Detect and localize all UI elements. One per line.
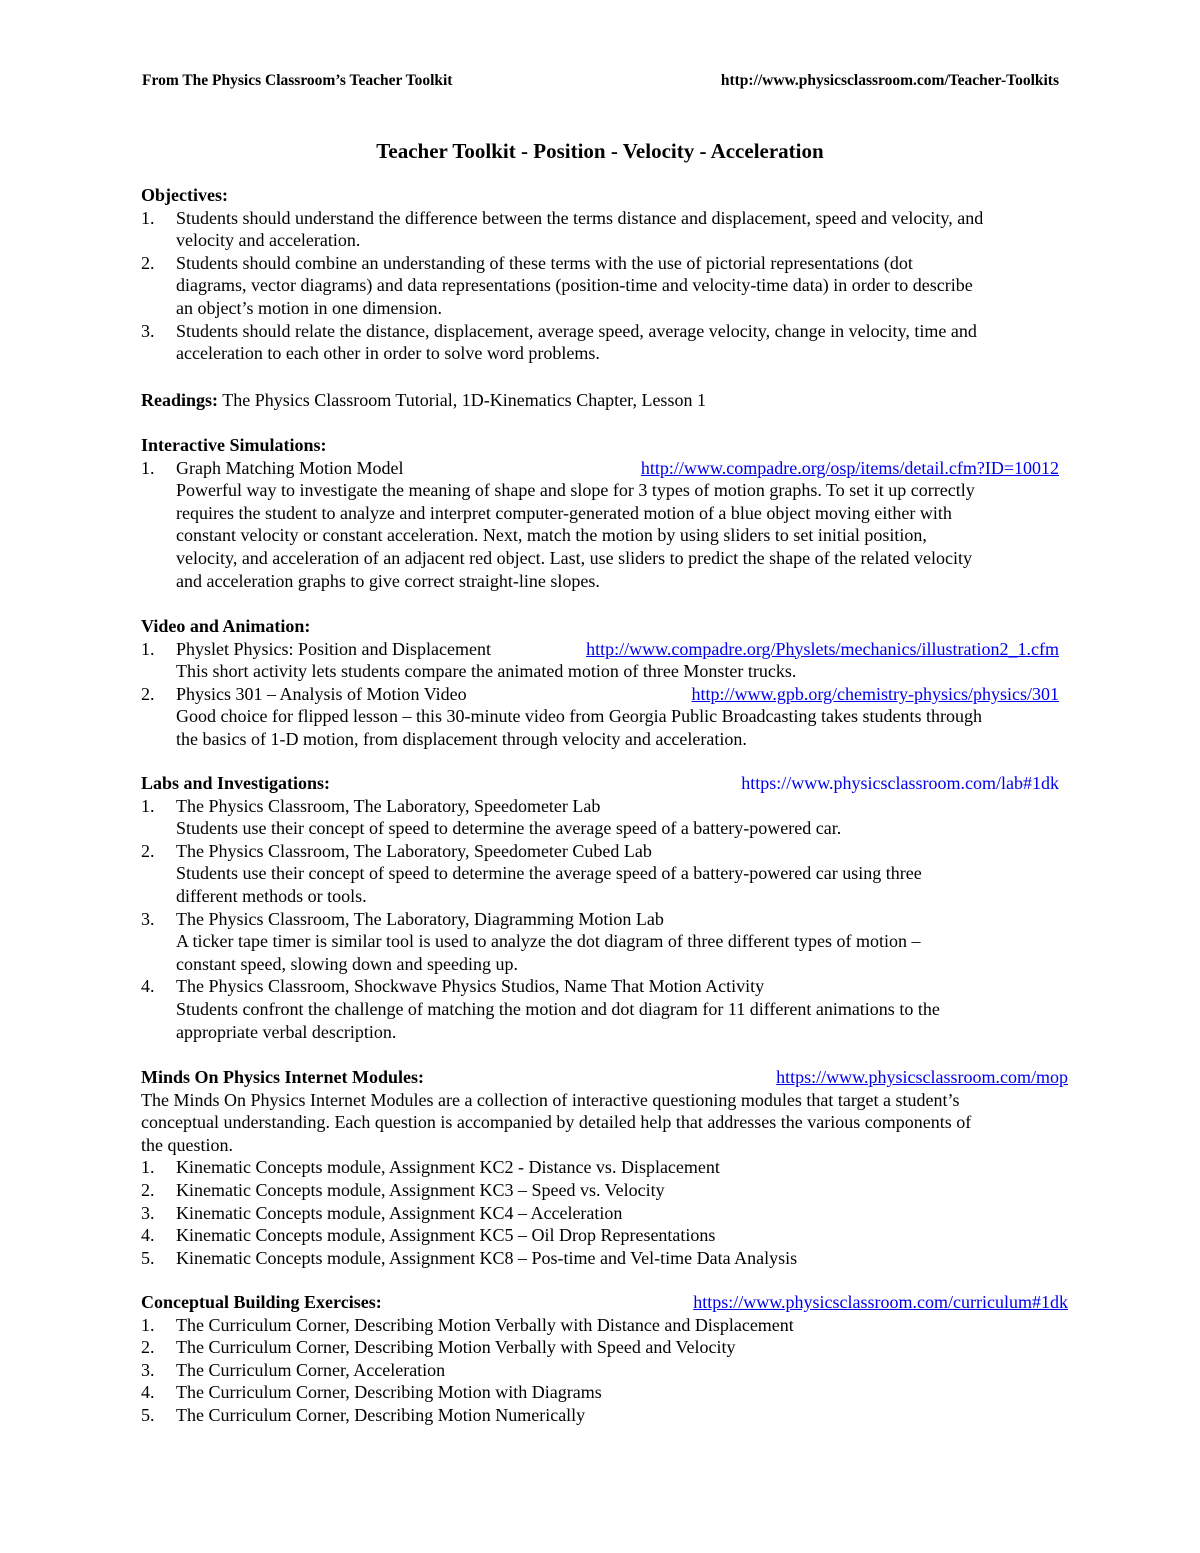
item-name: Physics 301 – Analysis of Motion Video — [176, 683, 467, 704]
objectives-section — [141, 184, 1068, 365]
list-item — [141, 1336, 1068, 1359]
readings-text: The Physics Classroom Tutorial, 1D-Kinematics Chapter, Lesson 1 — [222, 390, 706, 410]
mop-link[interactable]: https://www.physicsclassroom.com/mop — [776, 1067, 1068, 1087]
list-number: 3. — [141, 1359, 155, 1380]
list-number: 3. — [141, 908, 155, 929]
text-line: conceptual understanding. Each question is accompanied by detailed help that addresses the various components of — [141, 1112, 972, 1133]
text-line: Students should combine an understanding of these terms with the use of pictorial representations (dot — [176, 252, 913, 273]
lab-item — [141, 840, 1068, 908]
text-line: the question. — [141, 1134, 233, 1155]
simulation-link[interactable]: http://www.compadre.org/osp/items/detail.cfm?ID=10012 — [640, 457, 1059, 478]
item-text: Kinematic Concepts module, Assignment KC2 - Distance vs. Displacement — [176, 1157, 720, 1178]
list-number: 2. — [141, 683, 155, 704]
objectives-heading: Objectives: — [141, 185, 228, 205]
item-text: The Curriculum Corner, Describing Motion Verbally with Distance and Displacement — [176, 1314, 794, 1335]
video-section — [141, 615, 1068, 751]
video-link[interactable]: http://www.compadre.org/Physlets/mechanics/illustration2_1.cfm — [586, 638, 1059, 659]
lab-item — [141, 908, 1068, 976]
text-line: an object’s motion in one dimension. — [176, 297, 442, 318]
text-line: Students confront the challenge of matching the motion and dot diagram for 11 different animations to the — [176, 998, 940, 1019]
list-item — [141, 1381, 1068, 1404]
list-item — [141, 1314, 1068, 1337]
item-name: The Physics Classroom, The Laboratory, Speedometer Lab — [176, 795, 601, 816]
list-number: 4. — [141, 1225, 155, 1246]
text-line: diagrams, vector diagrams) and data representations (position-time and velocity-time data) in order to describe — [176, 275, 973, 296]
mop-heading: Minds On Physics Internet Modules: — [141, 1067, 425, 1087]
item-text: The Curriculum Corner, Acceleration — [176, 1359, 446, 1380]
list-item — [141, 1179, 1068, 1202]
item-text: Kinematic Concepts module, Assignment KC3 – Speed vs. Velocity — [176, 1179, 665, 1200]
text-line: This short activity lets students compare the animated motion of three Monster trucks. — [176, 661, 797, 682]
list-number: 5. — [141, 1404, 155, 1425]
header-url: http://www.physicsclassroom.com/Teacher-Toolkits — [720, 72, 1059, 89]
list-number: 3. — [141, 320, 155, 341]
text-line: constant speed, slowing down and speeding up. — [176, 953, 518, 974]
labs-link[interactable]: https://www.physicsclassroom.com/lab#1dk — [741, 773, 1059, 793]
list-number: 1. — [141, 795, 155, 816]
text-line: and acceleration graphs to give correct straight-line slopes. — [176, 570, 600, 591]
list-item — [141, 1247, 1068, 1270]
labs-heading: Labs and Investigations: — [141, 773, 331, 793]
list-item — [141, 1202, 1068, 1225]
list-number: 2. — [141, 1179, 155, 1200]
list-number: 1. — [141, 457, 155, 478]
objective-item — [141, 207, 1068, 252]
text-line: acceleration to each other in order to solve word problems. — [176, 343, 600, 364]
item-text: Kinematic Concepts module, Assignment KC8 – Pos-time and Vel-time Data Analysis — [176, 1247, 798, 1268]
mop-section — [141, 1066, 1068, 1269]
page-title: Teacher Toolkit - Position - Velocity - Acceleration — [376, 139, 824, 163]
cbe-link[interactable]: https://www.physicsclassroom.com/curriculum#1dk — [693, 1292, 1068, 1312]
text-line: Powerful way to investigate the meaning of shape and slope for 3 types of motion graphs. To set it up correctly — [176, 480, 975, 501]
video-heading: Video and Animation: — [141, 616, 311, 636]
objective-item — [141, 252, 1068, 320]
text-line: velocity and acceleration. — [176, 230, 361, 251]
item-text: The Curriculum Corner, Describing Motion with Diagrams — [176, 1382, 602, 1403]
list-number: 3. — [141, 1202, 155, 1223]
simulations-heading: Interactive Simulations: — [141, 435, 327, 455]
item-name: Graph Matching Motion Model — [176, 457, 404, 478]
list-number: 1. — [141, 1314, 155, 1335]
lab-item — [141, 975, 1068, 1043]
text-line: Students use their concept of speed to determine the average speed of a battery-powered car. — [176, 818, 842, 839]
lab-item — [141, 795, 1068, 840]
header-source: From The Physics Classroom’s Teacher Toolkit — [142, 72, 453, 89]
readings-section — [141, 389, 1068, 412]
list-number: 2. — [141, 1337, 155, 1358]
text-line: Good choice for flipped lesson – this 30-minute video from Georgia Public Broadcasting takes students through — [176, 706, 983, 727]
list-number: 2. — [141, 840, 155, 861]
item-name: Physlet Physics: Position and Displacement — [176, 638, 491, 659]
cbe-section — [141, 1291, 1068, 1427]
objective-item — [141, 320, 1068, 365]
labs-section — [141, 772, 1068, 1043]
item-name: The Physics Classroom, The Laboratory, Diagramming Motion Lab — [176, 908, 664, 929]
item-text: Kinematic Concepts module, Assignment KC5 – Oil Drop Representations — [176, 1225, 716, 1246]
text-line: The Minds On Physics Internet Modules are a collection of interactive questioning modules that target a student’s — [141, 1089, 960, 1110]
list-item — [141, 1359, 1068, 1382]
list-number: 1. — [141, 638, 155, 659]
simulation-item — [141, 457, 1068, 593]
text-line: the basics of 1-D motion, from displacement through velocity and acceleration. — [176, 728, 747, 749]
readings-label: Readings: — [141, 390, 219, 410]
list-number: 4. — [141, 976, 155, 997]
video-item — [141, 683, 1068, 751]
video-link[interactable]: http://www.gpb.org/chemistry-physics/physics/301 — [691, 683, 1059, 704]
item-name: The Physics Classroom, The Laboratory, Speedometer Cubed Lab — [176, 840, 652, 861]
list-number: 4. — [141, 1382, 155, 1403]
text-line: different methods or tools. — [176, 885, 367, 906]
list-item — [141, 1404, 1068, 1427]
video-item — [141, 638, 1068, 683]
cbe-heading: Conceptual Building Exercises: — [141, 1292, 382, 1312]
list-item — [141, 1224, 1068, 1247]
text-line: constant velocity or constant acceleration. Next, match the motion by using sliders to set initial position, — [176, 525, 927, 546]
text-line: Students should understand the difference between the terms distance and displacement, speed and velocity, and — [176, 207, 984, 228]
item-text: The Curriculum Corner, Describing Motion Verbally with Speed and Velocity — [176, 1337, 736, 1358]
list-number: 5. — [141, 1247, 155, 1268]
text-line: requires the student to analyze and interpret computer-generated motion of a blue object moving either with — [176, 502, 952, 523]
list-number: 2. — [141, 252, 155, 273]
item-text: The Curriculum Corner, Describing Motion Numerically — [176, 1404, 586, 1425]
text-line: A ticker tape timer is similar tool is used to analyze the dot diagram of three different types of motion – — [176, 931, 921, 952]
text-line: Students use their concept of speed to determine the average speed of a battery-powered car using three — [176, 863, 922, 884]
list-number: 1. — [141, 1157, 155, 1178]
list-number: 1. — [141, 207, 155, 228]
list-item — [141, 1156, 1068, 1179]
item-text: Kinematic Concepts module, Assignment KC4 – Acceleration — [176, 1202, 623, 1223]
text-line: velocity, and acceleration of an adjacent red object. Last, use sliders to predict the shape of the related velocity — [176, 547, 972, 568]
text-line: Students should relate the distance, displacement, average speed, average velocity, change in velocity, time and — [176, 320, 977, 341]
text-line: appropriate verbal description. — [176, 1021, 397, 1042]
simulations-section — [141, 434, 1068, 592]
item-name: The Physics Classroom, Shockwave Physics Studios, Name That Motion Activity — [176, 976, 765, 997]
